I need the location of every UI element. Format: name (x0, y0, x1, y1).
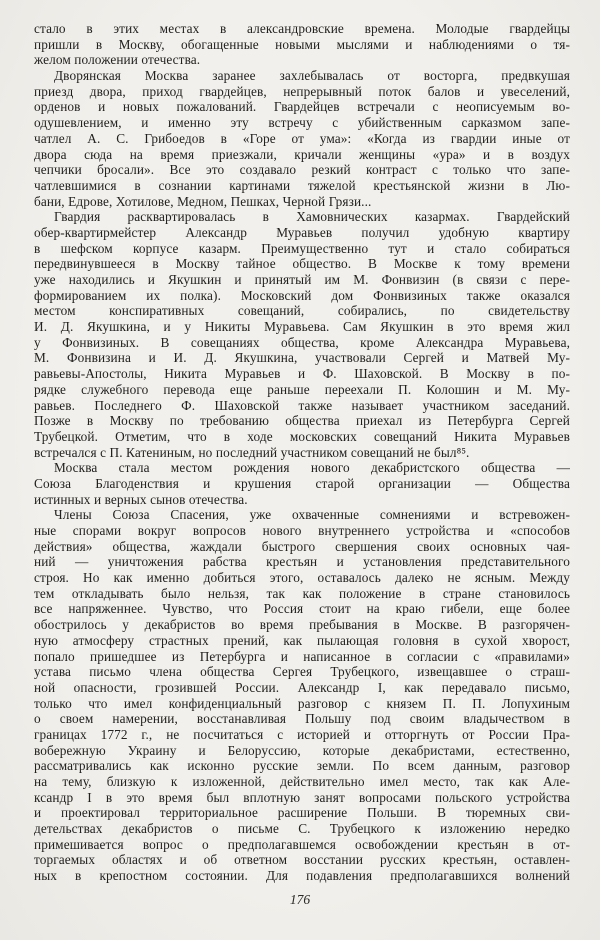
text-line: желом положении отечества. (34, 52, 201, 68)
text-line: примешивается вопрос о предполагавшемся освобождении крестьян в от- (34, 836, 570, 852)
text-line: только что имел конфиденциальный разговор с князем П. П. Лопухиным (34, 695, 570, 711)
paragraph (34, 460, 570, 507)
text-line: и проектировал территориальное расширение Польши. В тюремных сви- (34, 805, 570, 821)
paragraph (34, 209, 570, 460)
text-line: все напряженнее. Чувство, что Россия стоит на краю гибели, еще более (34, 601, 570, 617)
text-line: ных в крепостном состоянии. Для подавления предполагавшихся волнений (34, 868, 570, 884)
text-line: строя. Но как именно добиться этого, оставалось далеко не ясным. Между (34, 570, 570, 586)
text-line: торгаемых областях и об ответном восстании русских крестьян, оставлен- (34, 852, 570, 868)
text-line: рассматривались как исконно русские земли. По всем данным, разговор (34, 758, 570, 774)
text-line: стало в этих местах в александровские времена. Молодые гвардейцы (34, 21, 570, 36)
text-line: о своем намерении, восстанавливая Польшу под своим владычеством в (34, 711, 570, 727)
text-line: обострилось у декабристов во время пребывания в Москве. В разгорячен- (34, 617, 570, 633)
text-line: уже находились и Якушкин и принятый им М. Фонвизин (в связи с пере- (34, 272, 570, 287)
text-line: ные спорами вокруг вопросов нового внутреннего устройства и «способов (34, 523, 570, 538)
text-line: рядке служебного перевода еще раньше переехали П. Колошин и М. Му- (34, 381, 570, 397)
text-line: ной опасности, грозившей России. Александр I, как передавало письмо, (34, 679, 570, 695)
text-line: действия» общества, жаждали быстрого свершения своих основных чая- (34, 538, 570, 554)
text-line: попало пришедшее из Петербурга и написанное в согласии с «правилами» (34, 648, 570, 664)
paragraph (34, 507, 570, 884)
text-line: чатлел А. С. Грибоедов в «Горе от ума»: «Когда из гвардии иные от (34, 130, 570, 146)
text-line: Гвардия расквартировалась в Хамовнических казармах. Гвардейский (54, 209, 570, 225)
text-line: на тему, близкую к изложенной, действительно имел место, так как Але- (34, 774, 570, 789)
text-line: равьев. Последнего Ф. Шаховской также называет участником заседаний. (34, 397, 570, 413)
text-line: местом конспиративных совещаний, собирались, по свидетельству (34, 303, 570, 319)
text-line: одушевлением, и именно эту встречу с убийственным сарказмом запе- (34, 115, 570, 131)
text-line: устава письмо члена общества Сергея Трубецкого, извещавшее о страш- (34, 664, 570, 680)
text-line: М. Фонвизина и И. Д. Якушкина, участвовали Сергей и Матвей Му- (34, 350, 570, 366)
text-line: встречался с П. Катениным, но последний участником совещаний не был⁸⁵. (34, 444, 470, 460)
text-line: обер-квартирмейстер Александр Муравьев получил удобную квартиру (34, 224, 570, 240)
text-block (34, 21, 570, 884)
text-line: детельствах декабристов о письме С. Трубецкого к изложению нередко (34, 821, 570, 837)
text-line: Союза Благоденствия и крушения старой организации — Общества (34, 475, 570, 491)
text-line: чатлевшимися в сознании картинами тяжелой крестьянской жизни в Лю- (34, 177, 570, 193)
text-line: И. Д. Якушкина, и у Никиты Муравьева. Сам Якушкин в это время жил (34, 319, 570, 335)
text-line: формированием их полка). Московский дом Фонвизиных также оказался (34, 287, 570, 303)
text-line: равьевы-Апостолы, Никита Муравьев и Ф. Шаховской. В Москву в по- (34, 366, 570, 382)
text-line: ную атмосферу страстных прений, как пылающая головня в сухой хворост, (34, 632, 570, 648)
text-line: Трубецкой. Отметим, что в ходе московских совещаний Никита Муравьев (34, 428, 570, 444)
text-line: вобережную Украину и Белоруссию, которые декабристами, естественно, (34, 742, 570, 758)
text-line: у Фонвизиных. В совещаниях общества, кроме Александра Муравьева, (34, 334, 570, 350)
text-line: Дворянская Москва заранее захлебывалась от восторга, предвкушая (54, 68, 570, 84)
text-line: ний — уничтожения рабства крестьян и установления представительного (34, 554, 570, 570)
paragraph (34, 68, 570, 209)
text-line: двора сюда на время приезжали, кричали женщины «ура» и в воздух (34, 146, 570, 162)
text-line: тем откладывать было нельзя, так как положение в стране становилось (34, 585, 570, 601)
text-line: границах 1772 г., не посчитаться с историей и отторгнуть от России Пра- (34, 726, 570, 742)
text-line: приезд двора, приход гвардейцев, непрерывный поток балов и увеселений, (34, 83, 570, 99)
text-line: в шефском корпусе казарм. Преимущественно тут и стало собираться (34, 240, 570, 256)
text-line: пришли в Москву, обогащенные новыми мыслями и наблюдениями о тя- (34, 36, 570, 52)
paragraph (34, 21, 570, 68)
text-line: бани, Едрове, Хотилове, Медном, Пешках, Черной Грязи... (34, 193, 372, 209)
text-line: Позже в Москву по требованию общества приехал из Петербурга Сергей (34, 413, 570, 429)
text-line: орденов и новых пожалований. Гвардейцев встречали с неописуемым во- (34, 99, 570, 115)
text-line: передвинувшееся в Москву тайное общество. В Москве к тому времени (34, 256, 570, 272)
text-line: истинных и верных сынов отечества. (34, 491, 248, 507)
text-line: Члены Союза Спасения, уже охваченные сомнениями и встревожен- (54, 507, 570, 523)
page-number: 176 (289, 892, 311, 907)
text-line: Москва стала местом рождения нового декабристского общества — (54, 460, 570, 476)
text-line: чепчики бросали». Все это создавало резкий контраст с только что запе- (34, 162, 570, 178)
text-line: ксандр I в это время был вплотную занят вопросами польского устройства (34, 789, 570, 805)
